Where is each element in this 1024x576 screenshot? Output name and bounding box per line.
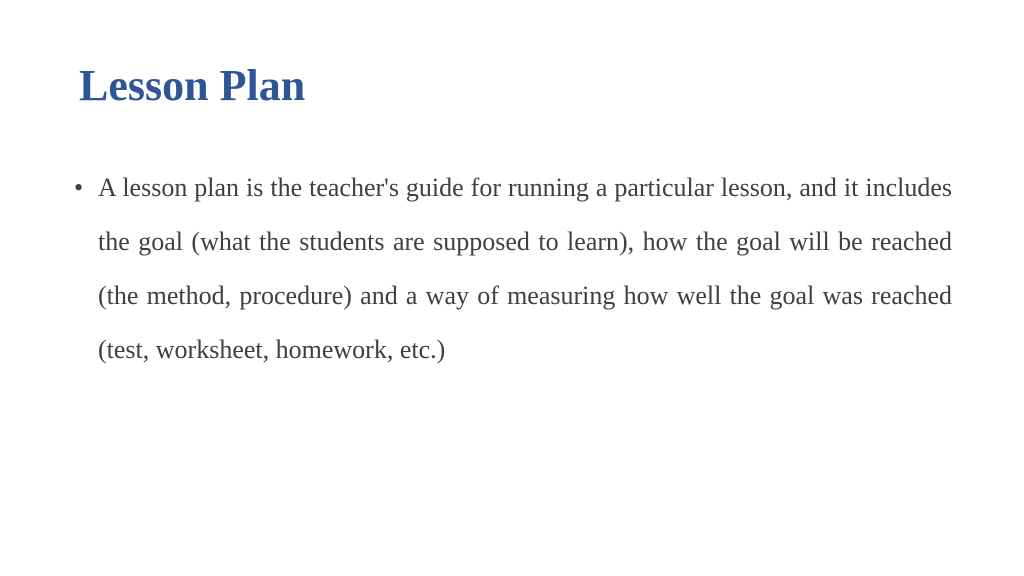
bullet-text: A lesson plan is the teacher's guide for running a particular lesson, and it includes the goal (what the students are supposed to learn), how the goal will be reached (the method, procedure) and a way of measuring how well the goal was reached (test, worksheet, homework, etc.): [98, 173, 952, 364]
slide-title: Lesson Plan: [79, 61, 306, 110]
bullet-list: [72, 161, 952, 377]
bullet-item: [72, 161, 952, 377]
bullet-marker: •: [74, 173, 84, 202]
